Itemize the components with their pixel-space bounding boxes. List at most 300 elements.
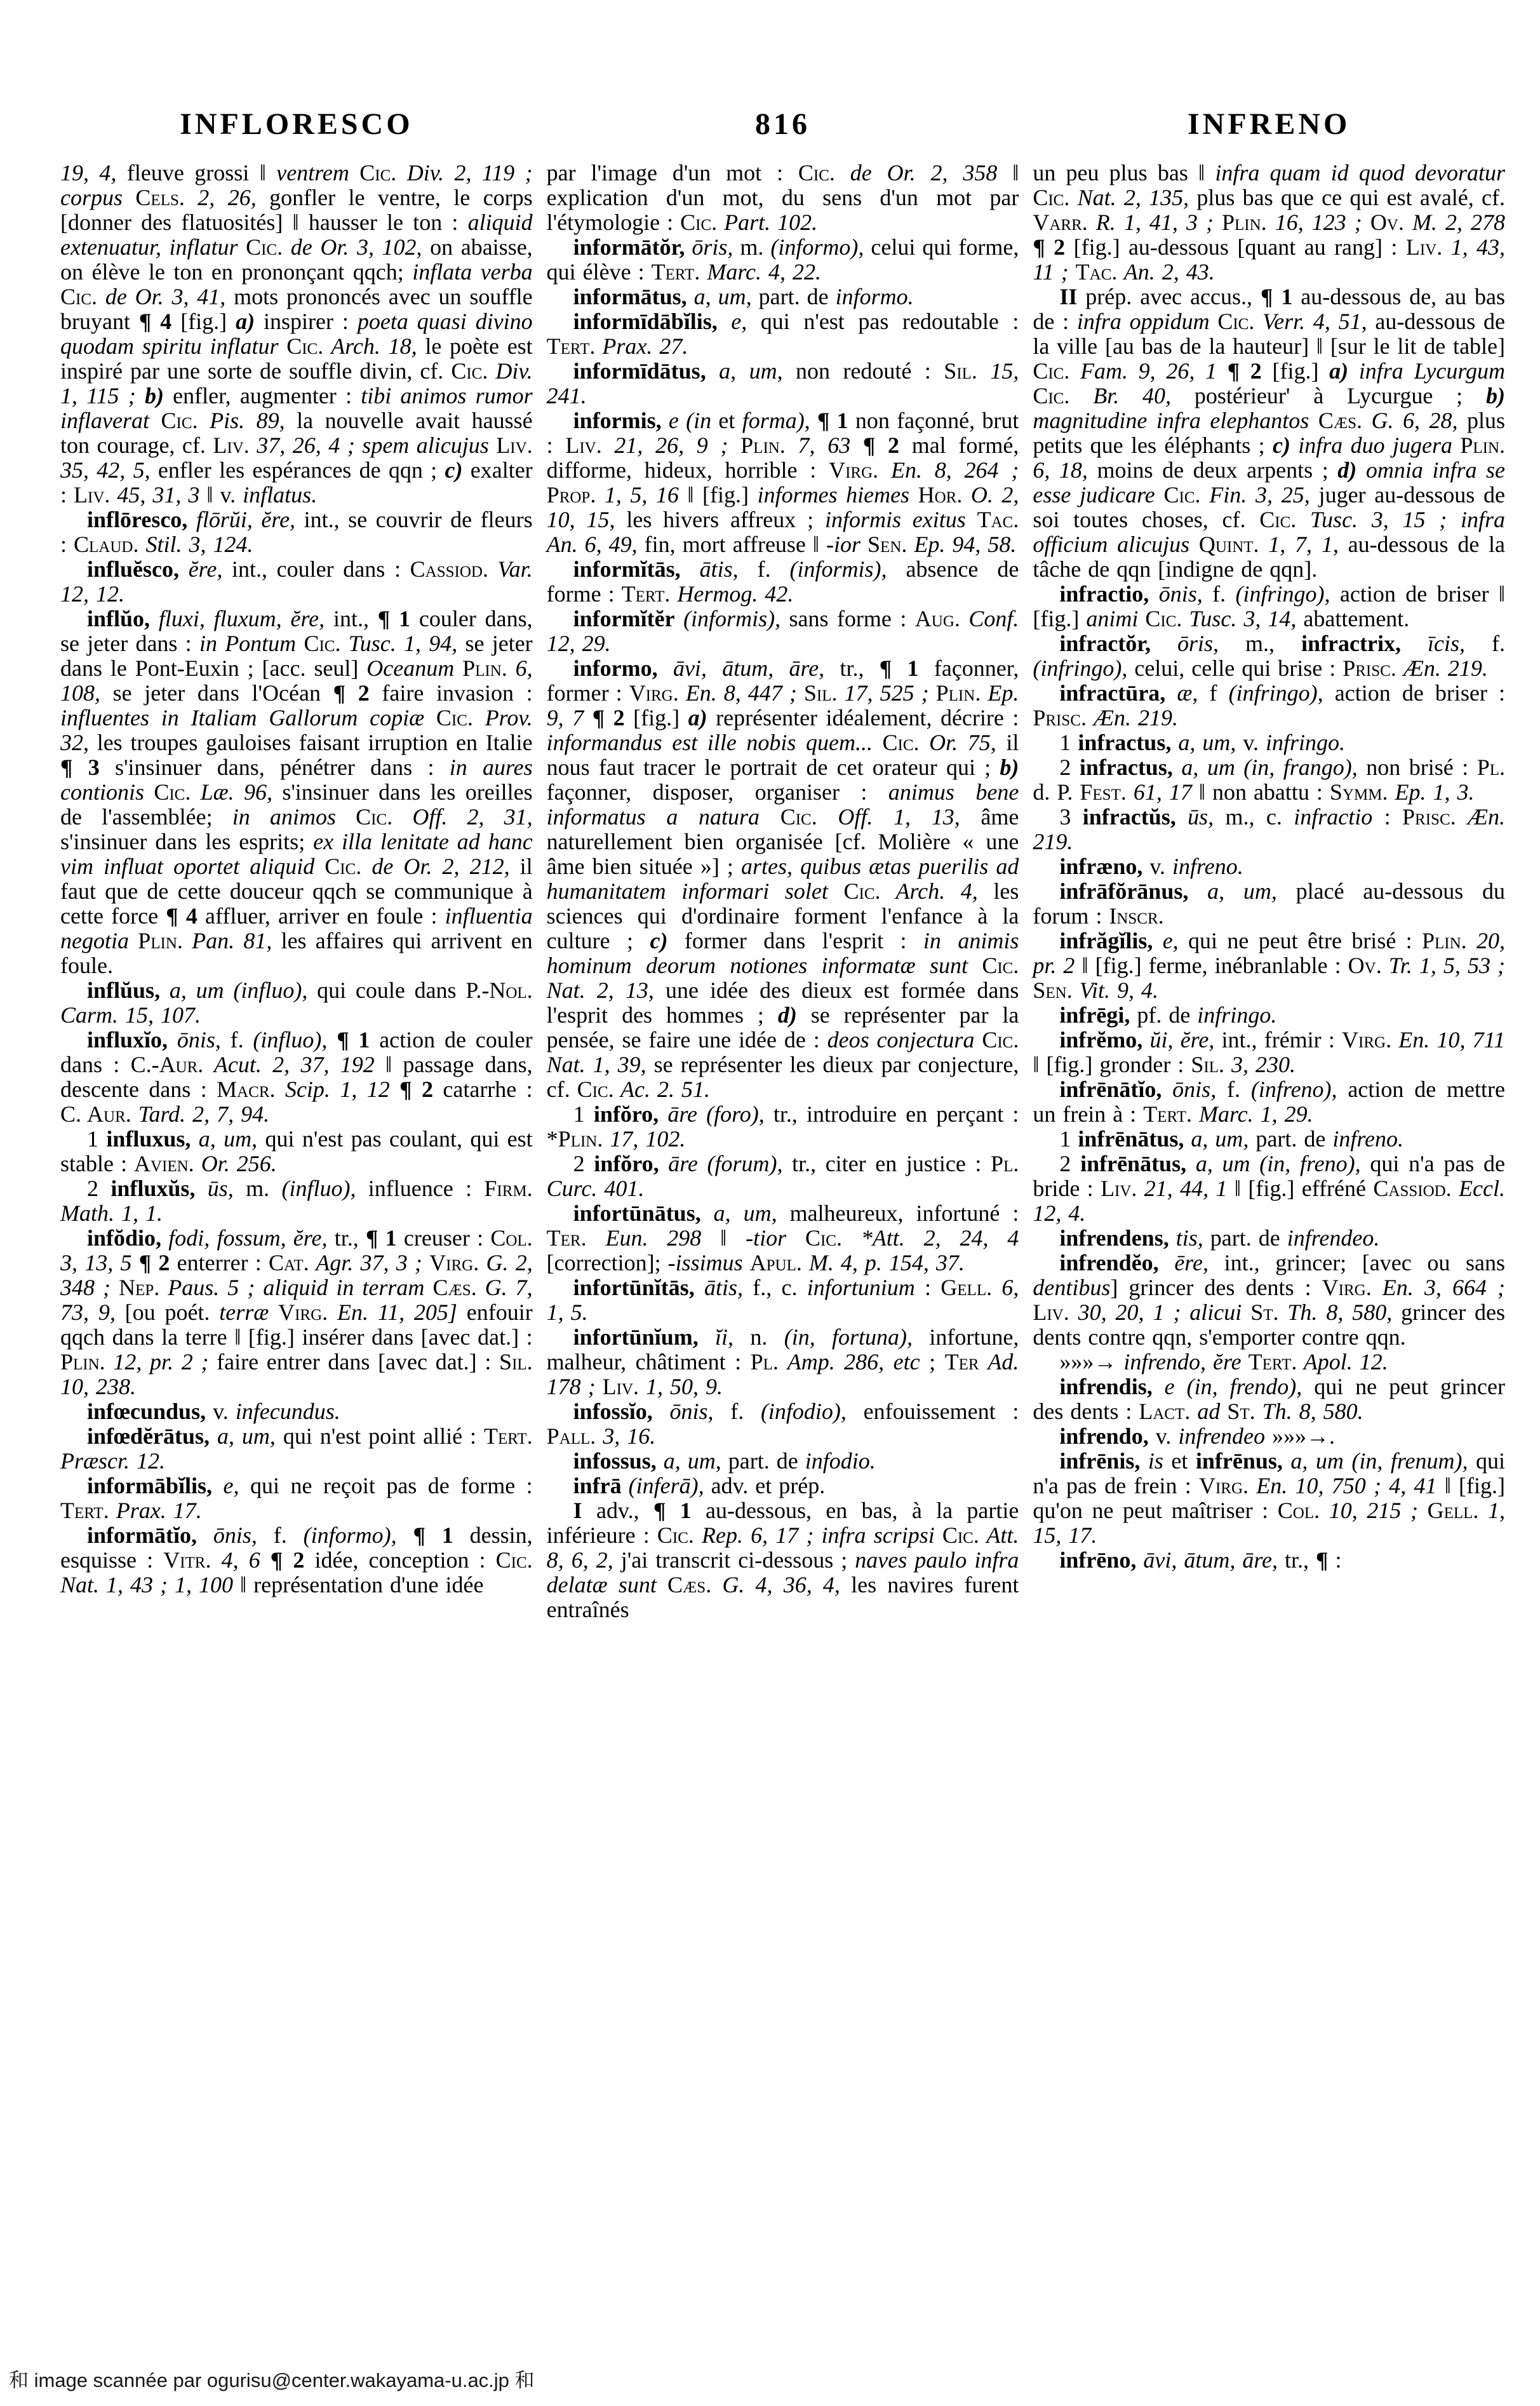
text-run <box>828 878 844 904</box>
text-run <box>336 804 356 830</box>
text-run: Nat. 1, 39, <box>546 1052 646 1077</box>
text-run: Plin. <box>1422 928 1467 953</box>
text-run: les hivers affreux ; <box>615 507 825 532</box>
text-run: Att. 8, 6, 2, <box>546 1522 1019 1573</box>
text-run: exalter : <box>60 457 533 507</box>
text-run: Div. 2, 119 ; corpus <box>60 160 533 210</box>
text-run: c) <box>445 457 463 483</box>
text-run: Cic. <box>154 779 191 805</box>
text-run: infra oppidum <box>1076 309 1210 334</box>
text-run: P.-Nol. <box>465 978 533 1003</box>
text-run: ātis, <box>694 1275 743 1300</box>
text-run: de Or. 3, 102, <box>283 234 422 260</box>
text-run: ‖ <box>701 1225 746 1251</box>
dictionary-entry <box>547 359 1019 408</box>
text-run: façonner, former : <box>546 655 1019 706</box>
text-run: infortune, malheur, châtiment : <box>546 1324 1019 1374</box>
text-run: Marc. 4, 22. <box>700 259 821 285</box>
text-run: Marc. 1, 29. <box>1192 1101 1313 1127</box>
text-run: infrēnātus, <box>1078 1126 1184 1152</box>
text-run: n. <box>733 1324 784 1350</box>
text-run: Tert. <box>546 333 596 359</box>
text-run: infrāfŏrānus, <box>1059 878 1189 904</box>
text-run: Prov. 32, <box>60 705 533 755</box>
text-run: c) <box>650 928 668 953</box>
text-run: I <box>573 1498 582 1523</box>
text-run: »»»→. <box>1265 1423 1336 1449</box>
text-run: Tert. <box>1248 1349 1297 1374</box>
text-run: artes, quibus ætas puerilis ad humanitatem informari solet <box>546 854 1019 904</box>
text-run: j'ai transcrit ci-dessous ; <box>613 1547 855 1573</box>
text-run: Virg. <box>1342 1027 1392 1052</box>
text-run: (in, fortuna), <box>784 1324 913 1350</box>
text-run: II <box>1059 284 1078 309</box>
text-run: enfouir qqch dans la terre ‖ [fig.] insérer dans [avec dat.] : <box>60 1300 533 1350</box>
dictionary-entry <box>1033 854 1505 879</box>
dictionary-entry <box>60 1523 533 1597</box>
text-run: ¶ 2 <box>270 1547 305 1573</box>
guide-word-right: INFRENO <box>1188 107 1351 141</box>
text-run: placé au-dessous du forum : <box>1033 878 1506 929</box>
text-run: 19, 4, <box>60 160 117 185</box>
scan-attribution: 和 image scannée par ogurisu@center.wakayama-u.ac.jp 和 <box>9 2369 535 2391</box>
text-run: 15, 241. <box>546 358 1019 408</box>
text-run: e, <box>717 309 747 334</box>
dictionary-entry <box>1033 631 1505 681</box>
text-run: infrendeo. <box>1287 1225 1380 1251</box>
text-run: Tert. <box>1143 1101 1192 1127</box>
text-run: Stil. 3, 124. <box>138 532 253 557</box>
text-run: Ep. 1, 3. <box>1388 779 1475 805</box>
text-run: infŏro, <box>594 1151 659 1176</box>
text-run: Cic. <box>161 408 198 433</box>
column-2 <box>547 161 1019 1622</box>
text-run <box>136 383 145 408</box>
text-run: informātus, <box>573 284 687 309</box>
text-run: āre (forum), <box>659 1151 783 1176</box>
text-run: Cels. <box>135 185 185 210</box>
text-run: infrendeo <box>1178 1423 1266 1449</box>
text-run: Cic. <box>1145 606 1182 631</box>
text-run: ŭi, ĕre, <box>1142 1027 1215 1052</box>
text-run: tis, <box>1168 1225 1203 1251</box>
text-run <box>1290 433 1298 458</box>
text-run: En. 10, 750 ; 4, 41 <box>1249 1473 1437 1498</box>
text-run: a, um, <box>686 284 752 309</box>
text-run: et <box>1163 1448 1196 1474</box>
text-run: Liv. <box>74 482 110 507</box>
text-run: Sil. <box>944 358 977 384</box>
text-run: Ad. 178 ; <box>546 1349 1019 1399</box>
dictionary-entry <box>60 1226 533 1399</box>
text-run: in animis hominum deorum notiones informatæ sunt <box>546 928 1019 978</box>
text-run: ¶ 3 <box>60 755 100 780</box>
text-run: -ior <box>826 532 861 557</box>
text-run: ¶ 1 <box>879 655 919 681</box>
text-run: infortūnĭtās, <box>573 1275 695 1300</box>
text-run: Nep. <box>119 1275 160 1300</box>
text-run: fodi, fossum, ĕre, <box>161 1225 328 1251</box>
text-run <box>260 1547 271 1573</box>
text-run: adv. et prép. <box>704 1473 826 1498</box>
text-run: Liv. <box>1405 234 1443 260</box>
text-run: infrēnis, <box>1059 1448 1141 1474</box>
text-run: ōnis, <box>652 1399 714 1424</box>
text-run: āre (foro), <box>659 1101 765 1127</box>
dictionary-entry <box>1033 1226 1505 1251</box>
text-run: Tard. 2, 7, 94. <box>131 1101 270 1127</box>
text-run: Curc. 401. <box>546 1176 645 1201</box>
text-run <box>1452 433 1460 458</box>
text-run: Acut. 2, 37, 192 <box>203 1052 375 1077</box>
dictionary-entry <box>547 285 1019 309</box>
text-run <box>489 433 497 458</box>
text-run: ‖ [fig.] <box>678 482 758 507</box>
text-run: Sil. <box>803 680 838 706</box>
text-run: ‖ [fig.] ferme, inébranlable : <box>1075 953 1348 978</box>
dictionary-entry <box>547 1474 1019 1498</box>
text-run <box>968 953 982 978</box>
text-run: in animos <box>232 804 336 830</box>
text-run: influentia negotia <box>60 903 533 953</box>
text-run: creuser : <box>396 1225 491 1251</box>
text-run: Cic. <box>436 705 473 730</box>
text-run: infrendo, ĕre <box>1123 1349 1242 1374</box>
text-run: informo. <box>835 284 914 309</box>
text-run: infractio <box>1294 804 1373 830</box>
text-run: āvi, ātum, āre, <box>1136 1547 1278 1573</box>
text-run: infrendo, <box>1059 1423 1149 1449</box>
text-run <box>1210 309 1218 334</box>
text-run: 20, pr. 2 <box>1033 928 1506 978</box>
text-run: sans forme : <box>780 606 915 631</box>
text-run: tr., <box>327 1225 366 1251</box>
text-run: [fig.] <box>624 705 688 730</box>
text-run: Aug. <box>914 606 960 631</box>
text-run: Off. 1, 13, <box>817 804 960 830</box>
text-run: Cic. <box>1259 507 1297 532</box>
text-run: Tert. <box>651 259 700 285</box>
text-run <box>424 1275 432 1300</box>
text-run: Cic. <box>495 1547 533 1573</box>
text-run: part. de <box>751 284 836 309</box>
dictionary-entry <box>60 161 533 507</box>
text-run: Eun. 298 <box>586 1225 702 1251</box>
text-run: Cæs. <box>432 1275 477 1300</box>
text-run: pf. de <box>1130 1002 1198 1028</box>
text-run: part. de <box>1203 1225 1287 1251</box>
text-run: a, um, <box>191 1126 258 1152</box>
text-run: G. 7, 73, 9, <box>60 1275 533 1325</box>
text-run: de Or. 2, 212, <box>361 854 510 879</box>
text-run: e, <box>1153 928 1179 953</box>
dictionary-entry <box>1033 1424 1505 1449</box>
text-run: a) <box>688 705 707 730</box>
text-run: forma), <box>742 408 810 433</box>
text-run: infractrix, <box>1301 631 1401 656</box>
text-run: ¶ 4 <box>166 903 198 929</box>
text-run: se représenter les dieux par conjecture, cf. <box>546 1052 1019 1102</box>
text-run <box>974 1027 982 1052</box>
text-run: 3, 13, 5 <box>60 1250 132 1275</box>
text-run: »»»→ <box>1059 1349 1124 1374</box>
text-run: v. <box>1148 1423 1179 1449</box>
dictionary-entry <box>1033 1374 1505 1424</box>
text-run: Fam. 9, 26, 1 <box>1069 358 1217 384</box>
text-run: influxŭs, <box>110 1176 196 1201</box>
dictionary-entry <box>60 978 533 1028</box>
text-run: Nat. 2, 135, <box>1069 185 1189 210</box>
text-run: Nat. 2, 13, <box>546 978 654 1003</box>
text-run: fluxi, fluxum, ĕre, <box>150 606 325 631</box>
text-run: action de couler dans : <box>60 1027 533 1077</box>
text-run: qui n'est pas coulant, qui est stable : <box>60 1126 533 1176</box>
text-run: informĭtĕr <box>573 606 675 631</box>
text-run: infortūnātus, <box>573 1200 701 1226</box>
text-run: il faut que de cette douceur qqch se communique à cette force <box>60 854 533 929</box>
text-run: infractŏr, <box>1059 631 1151 656</box>
page-number: 816 <box>755 107 810 141</box>
text-run: ¶ 1 <box>653 1498 692 1523</box>
text-run: Ov. <box>1348 953 1382 978</box>
text-run: infrendis, <box>1059 1374 1153 1399</box>
text-run: f <box>1198 680 1229 706</box>
text-run: Th. 8, 580. <box>1255 1399 1363 1424</box>
text-run: les navires furent entraînés <box>546 1572 1019 1622</box>
text-run: P. Fest. <box>1057 779 1127 805</box>
text-run: ex illa lenitate ad hanc vim influat oportet aliquid <box>60 829 533 879</box>
text-run: omnia infra se esse judicare <box>1033 457 1506 507</box>
text-run: ¶ 1 <box>413 1522 453 1548</box>
text-run: St. <box>1250 1300 1279 1325</box>
text-run: b) <box>144 383 164 408</box>
text-run: informis, <box>573 408 662 433</box>
text-run <box>935 1522 942 1548</box>
text-run: ¶ 2 <box>138 1250 170 1275</box>
text-run: int., se couvrir de fleurs : <box>60 507 533 557</box>
text-run: C. Aur. <box>60 1101 131 1127</box>
text-run: Plin. <box>935 680 981 706</box>
text-run: m., c. <box>1214 804 1294 830</box>
text-run <box>1214 210 1222 235</box>
text-run: Cic. <box>246 234 283 260</box>
text-run: int., couler dans : <box>222 556 410 582</box>
text-run: moins de deux arpents ; <box>1087 457 1338 483</box>
text-run: Sen. <box>1033 978 1073 1003</box>
text-run <box>129 928 138 953</box>
text-run: Cic. <box>359 160 397 185</box>
text-run: Verr. 4, 51, <box>1254 309 1367 334</box>
dictionary-entry <box>547 309 1019 359</box>
text-run: C.-Aur. <box>130 1052 204 1077</box>
text-run <box>424 705 436 730</box>
dictionary-entry <box>1033 1127 1505 1152</box>
text-run <box>349 160 359 185</box>
text-run: une idée des dieux est formée dans l'esprit des hommes ; <box>546 978 1019 1028</box>
text-run: 2 <box>1059 1151 1081 1176</box>
text-run: Plin. <box>740 433 786 458</box>
text-run: Vit. 9, 4. <box>1072 978 1159 1003</box>
text-run: juger au-dessous de soi toutes choses, cf. <box>1033 482 1506 532</box>
text-run: Oceanum <box>366 655 455 681</box>
text-run: infortunium <box>807 1275 915 1300</box>
text-run: Læ. 96, <box>191 779 272 805</box>
text-run: 1 <box>573 1101 594 1127</box>
dictionary-entry <box>1033 730 1505 755</box>
text-run: Prisc. <box>1033 705 1087 730</box>
dictionary-entry <box>547 408 1019 557</box>
text-run <box>1356 457 1366 483</box>
text-run: Cassiod. <box>1373 1176 1452 1201</box>
text-run: Arch. 18, <box>323 333 417 359</box>
text-run: infœdĕrātus, <box>87 1423 210 1449</box>
text-run: Paus. 5 ; aliquid in terram <box>159 1275 425 1300</box>
text-run: Liv. <box>1101 1176 1137 1201</box>
text-run: Plin. <box>60 1349 105 1374</box>
text-run: Div. 1, 115 ; <box>60 358 533 408</box>
text-run: enterrer : <box>170 1250 269 1275</box>
text-run <box>123 185 135 210</box>
text-run: O. 2, 10, 15, <box>546 482 1019 532</box>
text-run: malheureux, infortuné : <box>777 1200 1019 1226</box>
text-run: 3, 16. <box>596 1423 656 1449</box>
dictionary-entry <box>547 557 1019 607</box>
dictionary-entry <box>1033 285 1505 582</box>
text-run: inflŭo, <box>87 606 151 631</box>
text-run: Cic. <box>982 953 1019 978</box>
text-run: infœcundus, <box>87 1399 206 1424</box>
text-run: 17, 525 ; <box>837 680 929 706</box>
text-run: ¶ 1 <box>365 1225 397 1251</box>
text-run: catarrhe : <box>432 1077 533 1102</box>
text-run: qui n'a pas de frein : <box>1033 1448 1506 1498</box>
text-run: infractus, <box>1078 730 1172 755</box>
text-run: âme naturellement bien organisée [cf. Molière « une âme bien située »] ; <box>546 804 1019 879</box>
text-run: informātŏr, <box>573 234 685 260</box>
dictionary-entry <box>547 607 1019 656</box>
text-run: les troupes gauloises faisant irruption en Italie <box>89 730 533 755</box>
text-run: 61, 17 <box>1126 779 1192 805</box>
text-run: informo, <box>573 655 658 681</box>
text-run: Liv. <box>1033 1300 1069 1325</box>
text-run: (influo), <box>281 1176 356 1201</box>
text-run: ōris, <box>685 234 733 260</box>
text-run: adv., <box>582 1498 653 1523</box>
text-run <box>314 854 325 879</box>
text-run <box>860 532 867 557</box>
text-run: ōris, <box>1150 631 1219 656</box>
text-run: 6, 1, 5. <box>546 1275 1019 1325</box>
text-run: Th. 8, 580, <box>1278 1300 1393 1325</box>
text-run: faire invasion : <box>369 680 533 706</box>
text-run: Cæs. <box>1318 408 1362 433</box>
text-run: ¶ 1 <box>377 606 411 631</box>
text-run: qui n'est pas redoutable : <box>747 309 1019 334</box>
text-run: infractŭs, <box>1082 804 1176 830</box>
text-run: influentes in Italiam Gallorum copiæ <box>60 705 425 730</box>
text-run: et <box>711 408 742 433</box>
text-run <box>238 234 246 260</box>
text-run: informābĭlis, <box>87 1473 213 1498</box>
text-run: celui qui forme, qui élève : <box>546 234 1019 285</box>
text-run <box>422 1250 429 1275</box>
text-run: les sciences qui d'ordinaire forment l'enfance à la culture ; <box>546 878 1019 953</box>
text-run: idée, conception : <box>304 1547 496 1573</box>
text-run: informes hiemes <box>757 482 910 507</box>
text-run: 1 <box>1059 730 1078 755</box>
text-run: influĕsco, <box>87 556 180 582</box>
text-run: ‖ [fig.] gronder : <box>1033 1052 1191 1077</box>
text-run: 1, 43, 11 ; <box>1033 234 1505 285</box>
text-run: Scip. 1, 12 <box>275 1077 390 1102</box>
text-run: (influo), <box>253 1027 328 1052</box>
text-run: 2 <box>87 1176 111 1201</box>
text-run: (infringo), <box>1235 581 1330 607</box>
text-run: (infodio), <box>760 1399 847 1424</box>
text-run: deos conjectura <box>827 1027 975 1052</box>
text-run <box>144 779 154 805</box>
text-run: æ, <box>1165 680 1198 706</box>
text-run: infrēnus, <box>1195 1448 1283 1474</box>
text-run: tibi animos rumor inflaverat <box>60 383 533 433</box>
text-run: Plin. <box>1222 210 1267 235</box>
text-run: Conf. 12, 29. <box>546 606 1019 656</box>
text-run: Tusc. 1, 94, <box>340 631 458 656</box>
text-run <box>131 1250 138 1275</box>
text-run: au-dessous, en bas, à la partie inférieure : <box>546 1498 1019 1548</box>
text-run: Virg. <box>629 680 679 706</box>
text-run: M. 4, p. 154, 37. <box>801 1250 965 1275</box>
text-run: terræ <box>219 1300 269 1325</box>
text-run: An. 6, 49, <box>546 532 638 557</box>
text-run: 45, 31, 3 <box>110 482 200 507</box>
text-run: Br. 40, <box>1069 383 1172 408</box>
text-run: 1, 5, 16 <box>596 482 679 507</box>
text-run <box>797 680 804 706</box>
text-run: Macr. <box>217 1077 276 1102</box>
dictionary-entry <box>1033 1028 1505 1077</box>
text-run: la nouvelle avait haussé ton courage, cf. <box>60 408 533 458</box>
text-run: ¶ 4 <box>138 309 172 334</box>
text-run: s'insinuer dans les oreilles de l'assemblée; <box>60 779 533 830</box>
text-run: infringo. <box>1266 730 1346 755</box>
text-run: s'insinuer dans les esprits; <box>60 829 314 854</box>
text-run: d) <box>777 1002 797 1028</box>
text-run: Pis. 89, <box>198 408 285 433</box>
text-run: v. <box>206 1399 236 1424</box>
dictionary-entry <box>547 1201 1019 1275</box>
text-run: int., <box>325 606 378 631</box>
text-run: (informis), <box>683 606 781 631</box>
text-run: grincer des dents contre qqn, s'emporter contre qqn. <box>1033 1300 1506 1350</box>
text-run: ĭi, <box>698 1324 734 1350</box>
text-run: d. <box>1033 779 1057 805</box>
text-run: e (in, frendo), <box>1152 1374 1302 1399</box>
text-run <box>929 680 936 706</box>
text-run: inflŭus, <box>87 978 161 1003</box>
text-run: (infreno), <box>1250 1077 1337 1102</box>
text-run <box>760 804 780 830</box>
text-run: St. <box>1227 1399 1255 1424</box>
text-run: informīdātus, <box>573 358 706 384</box>
text-run: Cic. <box>325 854 362 879</box>
text-run: ¶ 2 <box>1033 234 1066 260</box>
text-run <box>397 1522 413 1548</box>
text-run: Ter. <box>546 1225 587 1251</box>
text-run: 1, 15, 17. <box>1033 1498 1506 1548</box>
text-run: Virg. <box>1198 1473 1249 1498</box>
text-run: Sil. <box>499 1349 533 1374</box>
